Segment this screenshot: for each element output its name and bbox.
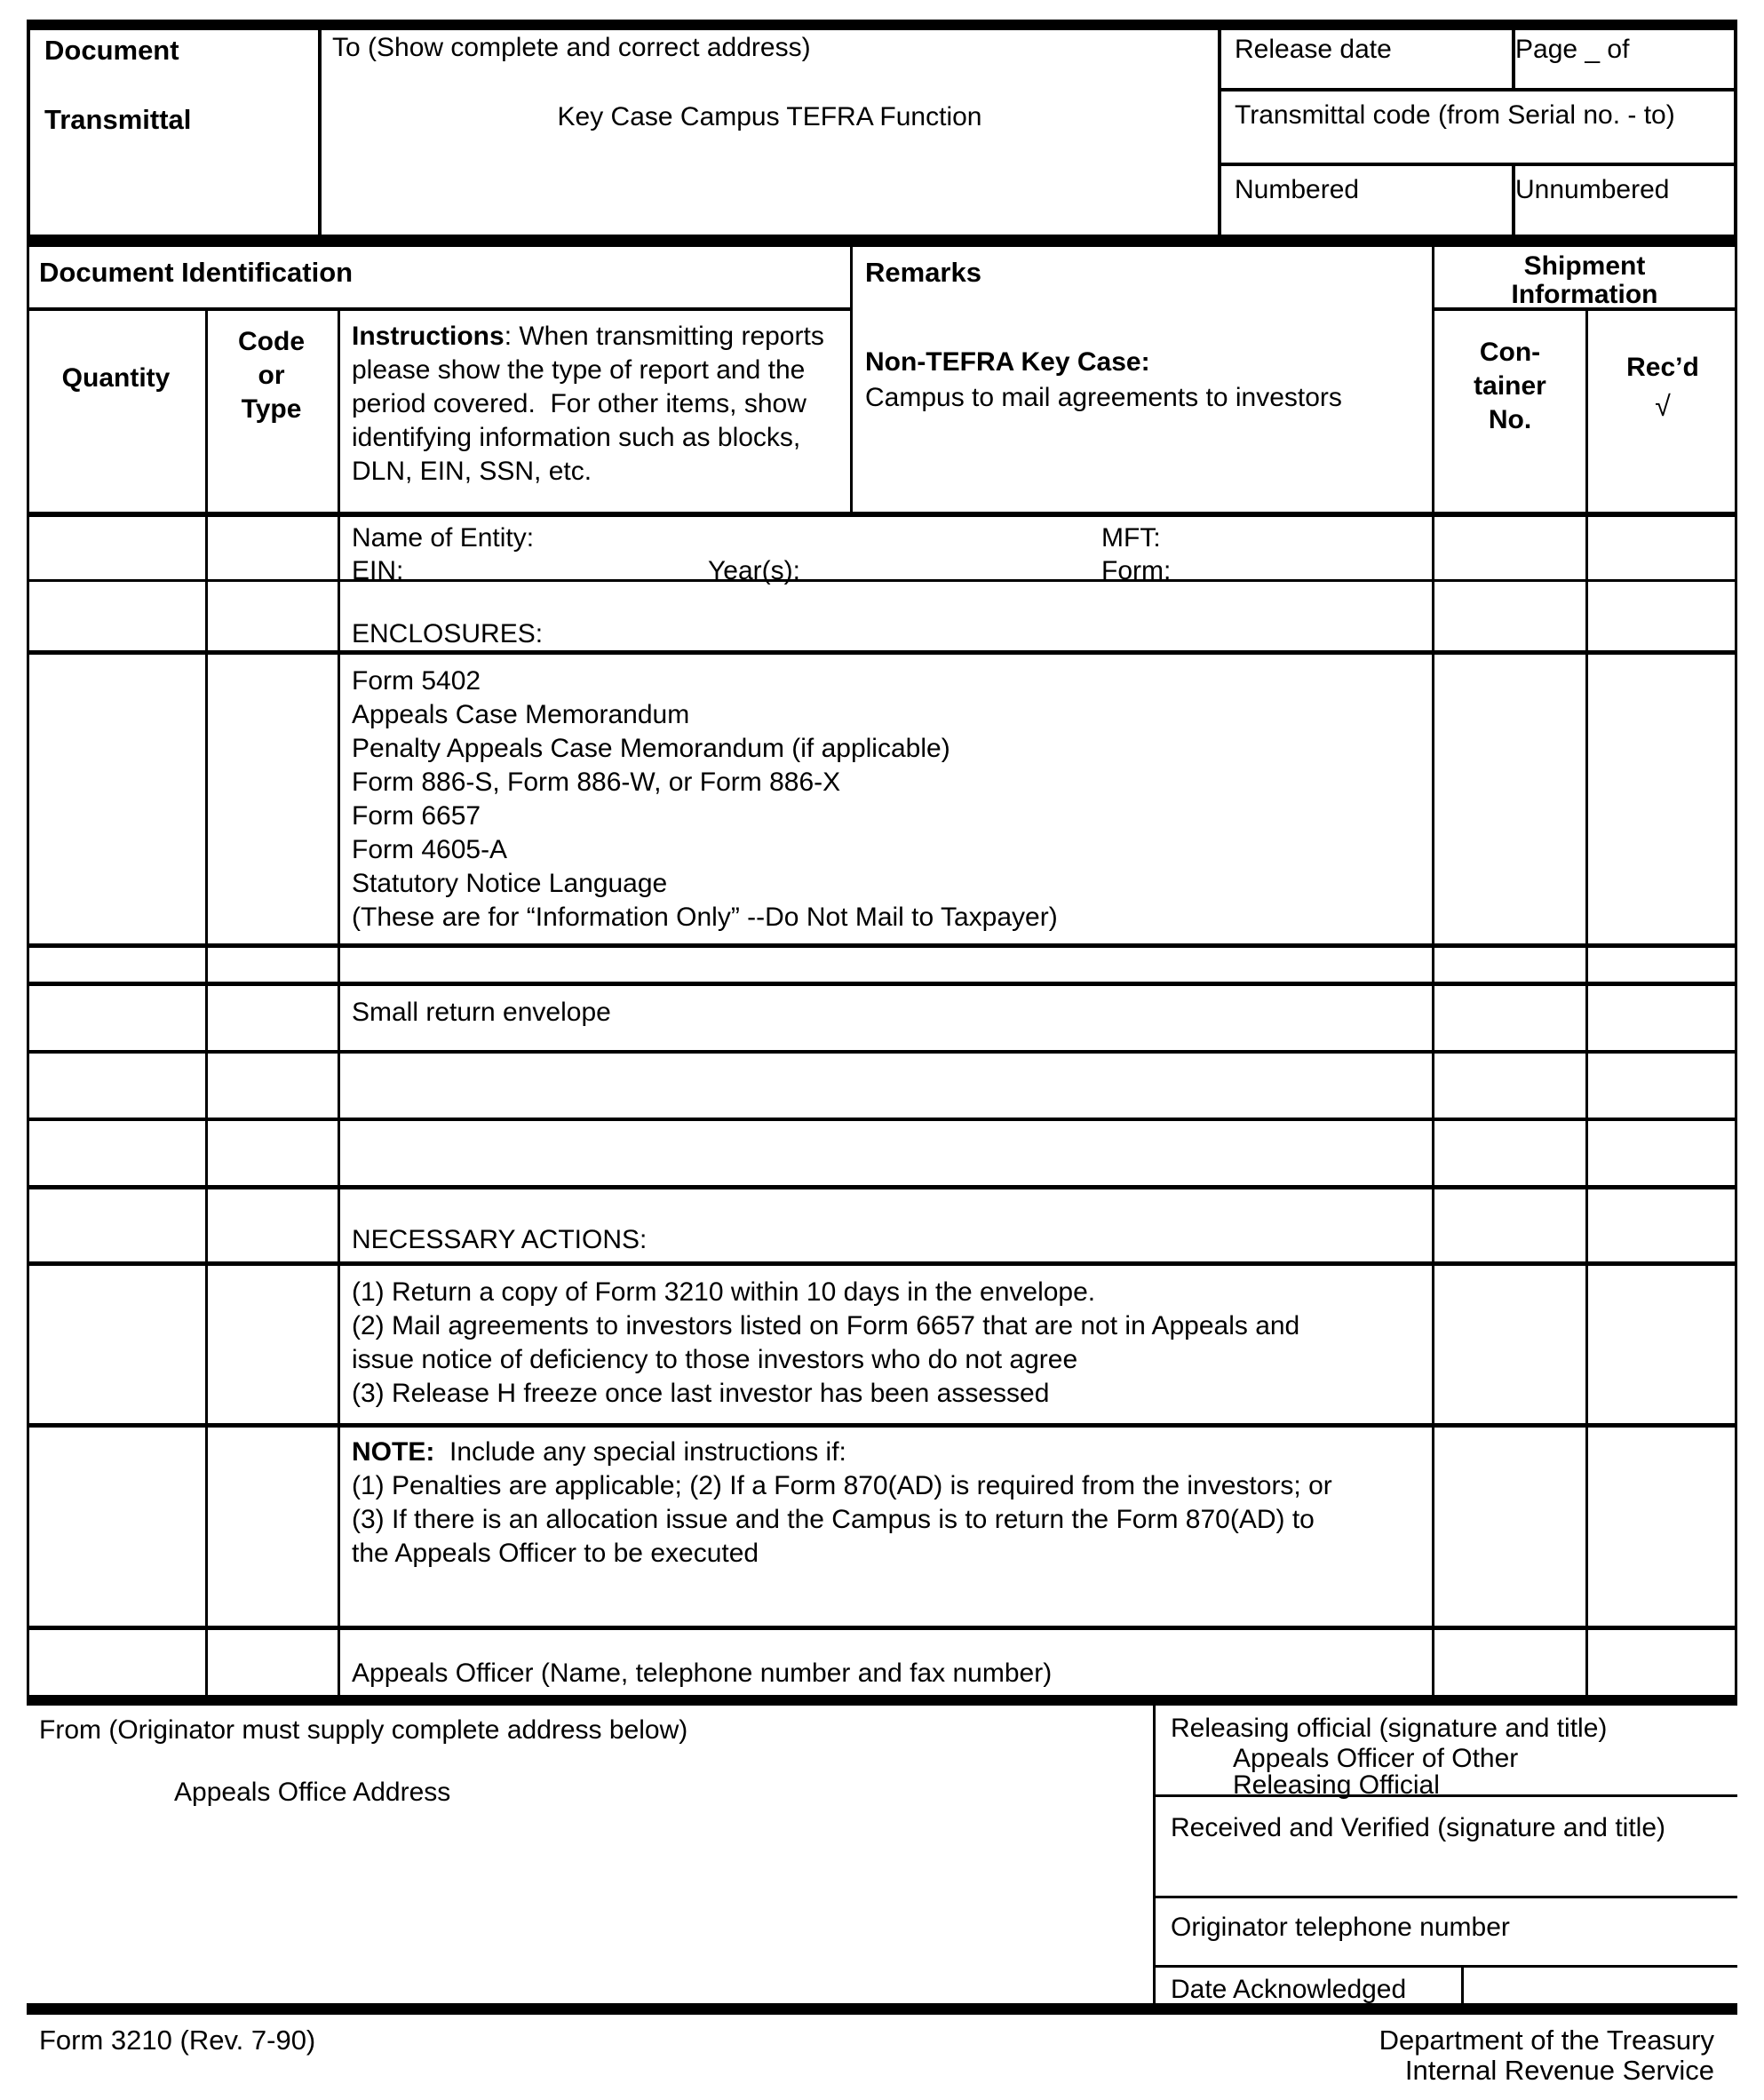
enclosure-item: Form 4605-A [352, 835, 508, 864]
code-content-divider [338, 311, 340, 1695]
numbered-label: Numbered [1235, 175, 1360, 204]
form-number: Form 3210 (Rev. 7-90) [39, 2024, 316, 2056]
code-header-line: Type [241, 394, 302, 424]
to-rightcolumn-divider [1218, 29, 1221, 235]
row-line-11 [27, 1626, 1737, 1630]
container-header-line: Con- [1479, 338, 1541, 367]
remarks-left-border [850, 247, 853, 512]
from-address-value: Appeals Office Address [174, 1778, 451, 1807]
received-bottom-line [1153, 1896, 1737, 1898]
department-line1: Department of the Treasury [1379, 2024, 1714, 2056]
unnumbered-label: Unnumbered [1515, 175, 1670, 204]
releasing-official-line1: Appeals Officer of Other [1233, 1744, 1519, 1773]
row-line-6 [27, 1050, 1737, 1054]
recd-check-mark: √ [1655, 390, 1671, 422]
enclosure-item: Form 886-S, Form 886-W, or Form 886-X [352, 768, 841, 797]
enclosure-item: Form 6657 [352, 801, 481, 831]
date-acknowledged-label: Date Acknowledged [1171, 1975, 1407, 2004]
shipment-info-title-line2: Information [1511, 280, 1658, 309]
enclosure-item: Appeals Case Memorandum [352, 700, 690, 729]
row-line-9 [27, 1261, 1737, 1266]
enclosure-item: Penalty Appeals Case Memorandum (if applicable) [352, 734, 950, 763]
release-row-bottom-line [1221, 88, 1737, 91]
row-line-7 [27, 1118, 1737, 1121]
row-line-10 [27, 1423, 1737, 1428]
action-line: (2) Mail agreements to investors listed on Form 6657 that are not in Appeals and [352, 1311, 1300, 1340]
enclosure-item: Statutory Notice Language [352, 869, 668, 898]
phone-bottom-line [1153, 1965, 1737, 1968]
releasing-official-line2: Releasing Official [1233, 1770, 1440, 1800]
row-line-8 [27, 1185, 1737, 1189]
to-address-value: Key Case Campus TEFRA Function [557, 102, 982, 131]
years-label: Year(s): [708, 556, 800, 585]
container-no-column-header [1434, 336, 1585, 437]
document-title-line2: Transmittal [44, 104, 192, 135]
page-of-label: Page _ of [1515, 35, 1630, 64]
outer-left-border-top [27, 20, 30, 247]
necessary-actions-list [352, 1276, 1400, 1411]
code-or-type-column-header [205, 325, 338, 426]
from-label: From (Originator must supply complete address below) [39, 1715, 688, 1745]
row-line-3 [27, 650, 1737, 655]
transmittal-code-label: Transmittal code (from Serial no. - to) [1235, 100, 1675, 130]
form-label: Form: [1101, 556, 1172, 585]
note-block [352, 1436, 1409, 1571]
action-line: (3) Release H freeze once last investor has been assessed [352, 1379, 1050, 1408]
instructions-label: Instructions [352, 322, 505, 351]
note-line [352, 1436, 1409, 1469]
row-line-2 [27, 579, 1737, 582]
department-line2: Internal Revenue Service [1404, 2055, 1714, 2086]
row-line-4 [27, 943, 1737, 948]
received-verified-label: Received and Verified (signature and title) [1171, 1813, 1665, 1842]
enclosures-list [352, 664, 1400, 935]
releasing-official-label: Releasing official (signature and title) [1171, 1714, 1608, 1743]
recd-column-left-border [1585, 311, 1588, 1695]
footer-bottom-bar [27, 2003, 1737, 2015]
document-identification-title: Document Identification [39, 257, 354, 288]
remarks-line2: Campus to mail agreements to investors [865, 383, 1342, 412]
necessary-actions-title: NECESSARY ACTIONS: [352, 1225, 648, 1254]
enclosures-title: ENCLOSURES: [352, 619, 544, 648]
code-row-bottom-line [1221, 163, 1737, 166]
instructions-text [352, 320, 849, 489]
to-label: To (Show complete and correct address) [332, 33, 811, 62]
quantity-code-divider [205, 311, 208, 1695]
originator-phone-label: Originator telephone number [1171, 1913, 1510, 1942]
note-label: NOTE: [352, 1437, 435, 1467]
action-line: (1) Return a copy of Form 3210 within 10 days in the envelope. [352, 1277, 1096, 1307]
code-header-line: or [258, 361, 285, 390]
action-line: issue notice of deficiency to those investors who do not agree [352, 1345, 1078, 1374]
enclosure-item: Form 5402 [352, 666, 481, 696]
row-line-5 [27, 982, 1737, 986]
outer-right-border-top [1734, 29, 1737, 247]
container-header-line: tainer [1474, 371, 1546, 401]
enclosure-item: (These are for “Information Only” --Do Not Mail to Taxpayer) [352, 903, 1058, 932]
entity-name-label: Name of Entity: [352, 523, 535, 553]
note-line: (1) Penalties are applicable; (2) If a Form 870(AD) is required from the investors; or [352, 1471, 1332, 1500]
note-line: (3) If there is an allocation issue and the Campus is to return the Form 870(AD) to [352, 1505, 1315, 1534]
appeals-officer-label: Appeals Officer (Name, telephone number and fax number) [352, 1659, 1053, 1688]
footer-top-bar [27, 1695, 1737, 1706]
note-intro: Include any special instructions if: [434, 1437, 846, 1467]
note-line: the Appeals Officer to be executed [352, 1539, 759, 1568]
header-section-bottom-bar [27, 235, 1737, 247]
outer-right-border-body [1735, 247, 1737, 1695]
ein-label: EIN: [352, 556, 404, 585]
small-return-envelope-text: Small return envelope [352, 998, 611, 1027]
code-header-line: Code [238, 327, 305, 356]
container-column-left-border [1432, 247, 1434, 1695]
top-border-bar [27, 20, 1737, 30]
shipment-info-title-line1: Shipment [1523, 251, 1646, 281]
instructions-body: : When transmitting reports please show the type of report and the period covered. For other items, show identifying information such as blocks, DLN, EIN, SSN, etc. [352, 322, 832, 486]
doc-id-header-bottom-line [27, 307, 850, 311]
document-title-line1: Document [44, 35, 179, 66]
remarks-line1: Non-TEFRA Key Case: [865, 347, 1150, 377]
recd-column-header: Rec’d [1626, 353, 1699, 382]
outer-left-border-body [27, 247, 29, 1695]
footer-column-divider [1153, 1706, 1156, 2003]
quantity-column-header: Quantity [61, 363, 171, 393]
row-line-1 [27, 512, 1737, 517]
mft-label: MFT: [1101, 523, 1161, 553]
container-header-line: No. [1488, 405, 1532, 434]
date-ack-divider [1461, 1968, 1464, 2003]
remarks-title: Remarks [865, 257, 981, 288]
release-date-label: Release date [1235, 35, 1392, 64]
